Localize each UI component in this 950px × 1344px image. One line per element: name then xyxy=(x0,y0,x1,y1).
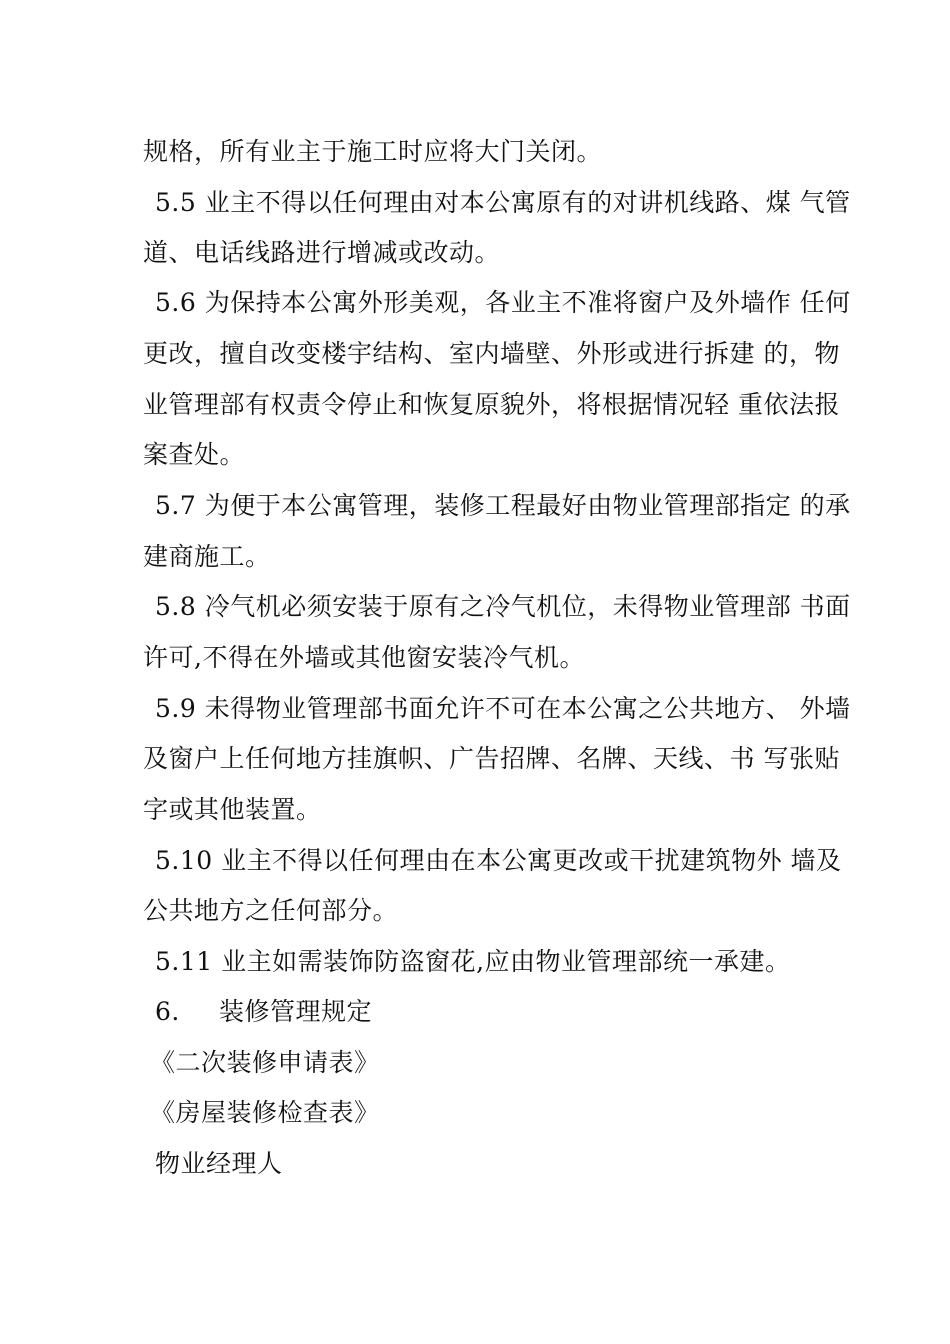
text-line: 更改，擅自改变楼宇结构、室内墙壁、外形或进行拆建 的，物 xyxy=(143,339,840,368)
clause-5-7: 5.7 为便于本公寓管理，装修工程最好由物业管理部指定 的承 xyxy=(155,491,851,520)
attachment-item: 《房屋装修检查表》 xyxy=(150,1098,380,1127)
text-line: 道、电话线路进行增减或改动。 xyxy=(143,238,501,267)
text-line: 案查处。 xyxy=(143,440,246,469)
text-line: 及窗户上任何地方挂旗帜、广告招牌、名牌、天线、书 写张贴 xyxy=(143,744,840,773)
clause-5-10: 5.10 业主不得以任何理由在本公寓更改或干扰建筑物外 墙及 xyxy=(155,846,842,875)
attachment-item: 《二次装修申请表》 xyxy=(150,1048,380,1077)
clause-5-9: 5.9 未得物业管理部书面允许不可在本公寓之公共地方、 外墙 xyxy=(155,694,851,723)
clause-5-8: 5.8 冷气机必须安装于原有之冷气机位，未得物业管理部 书面 xyxy=(155,592,851,621)
text-line: 字或其他装置。 xyxy=(143,795,322,824)
text-line: 公共地方之任何部分。 xyxy=(143,896,399,925)
clause-5-6: 5.6 为保持本公寓外形美观，各业主不准将窗户及外墙作 任何 xyxy=(155,288,851,317)
text-line: 规格，所有业主于施工时应将大门关闭。 xyxy=(143,137,603,166)
clause-5-11: 5.11 业主如需装饰防盗窗花,应由物业管理部统一承建。 xyxy=(155,947,791,976)
clause-5-5: 5.5 业主不得以任何理由对本公寓原有的对讲机线路、煤 气管 xyxy=(155,188,851,217)
section-6-heading xyxy=(155,995,855,1029)
text-line: 业管理部有权责令停止和恢复原貌外，将根据情况轻 重依法报 xyxy=(143,390,840,419)
section-title: 装修管理规定 xyxy=(219,997,373,1026)
section-number: 6. xyxy=(155,997,180,1026)
signature-line: 物业经理人 xyxy=(155,1149,283,1178)
text-line: 许可,不得在外墙或其他窗安装冷气机。 xyxy=(143,643,585,672)
text-line: 建商施工。 xyxy=(143,542,271,571)
